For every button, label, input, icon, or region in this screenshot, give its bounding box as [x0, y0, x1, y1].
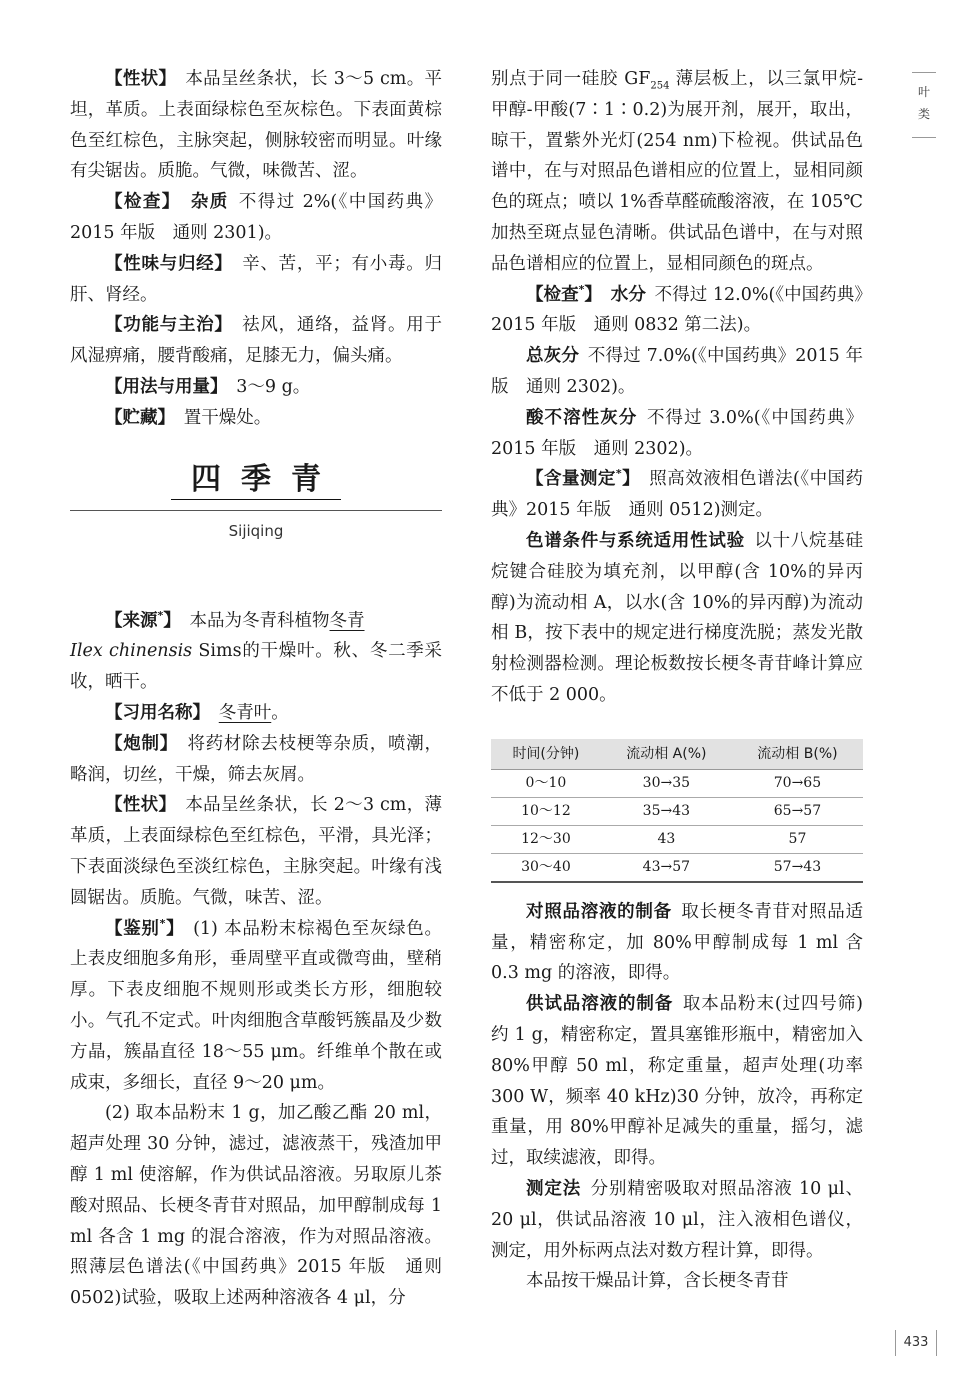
paragraph-text: 以十八烷基硅烷键合硅胶为填充剂，以甲醇(含 10%的异丙醇)为流动相 A，以水(含 10%的异丙醇)为流动相 B，按下表中的规定进行梯度洗脱；蒸发光散射检测器检测。理论板数按长梗冬青苷峰计算应不低于 2 000。 — [491, 530, 864, 705]
paragraph-text: 置干燥处。 — [183, 407, 272, 428]
author-name: Sims — [192, 641, 242, 662]
table-cell: 12～30 — [491, 825, 601, 853]
paragraph-identification-1 — [70, 914, 442, 1099]
section-label: 【检查*】 — [526, 282, 602, 305]
paragraph-content-limit — [491, 1266, 863, 1297]
table-header-row — [491, 739, 863, 770]
section-label: 【性状】 — [105, 795, 177, 816]
paragraph-text: 本品按干燥品计算，含长梗冬青苷 — [526, 1271, 789, 1292]
side-tab-char: 叶 — [917, 85, 930, 99]
section-label: 【贮藏】 — [105, 407, 175, 428]
gradient-table — [491, 739, 863, 883]
section-label: 【来源*】 — [105, 608, 181, 631]
paragraph-processing — [70, 729, 442, 791]
paragraph-text: 取长梗冬青苷对照品适量，精密称定，加 80%甲醇制成每 1 ml 含 0.3 mg 的溶液，即得。 — [491, 901, 864, 984]
paragraph-assay — [491, 464, 863, 526]
paragraph-tlc-continued: 别点于同一硅胶 $GF_{254}$ 薄层板上，以三氯甲烷-甲醇-甲酸(7∶1∶0.2)为展开剂，展开，取出，晾干，置紫外光灯(254 nm)下检视。供试品色谱中，在与对照品色谱相应的位置上，显相同颜色的斑点；喷以 1%香草醛硫酸溶液，在 105℃加热至斑点显色清晰。供试品色谱中，在与对照品色谱相应的位置上，显相同颜色的斑点。 — [491, 69, 863, 274]
subsection-label: 色谱条件与系统适用性试验 — [526, 530, 745, 551]
section-label: 【炮制】 — [105, 733, 178, 754]
subsection-label: 酸不溶性灰分 — [526, 407, 638, 428]
subsection-label: 总灰分 — [526, 346, 579, 367]
subsection-label: 供试品溶液的制备 — [526, 994, 674, 1015]
table-row — [491, 853, 863, 882]
paragraph-text: 将药材除去枝梗等杂质，喷潮，略润，切丝，干燥，筛去灰屑。 — [70, 733, 443, 785]
table-header-cell: 流动相 A(%) — [601, 739, 732, 770]
paragraph-text: (1) 本品粉末棕褐色至灰绿色。上表皮细胞多角形，垂周壁平直或微弯曲，壁稍厚。下表皮细胞不规则形或类长方形，细胞较小。气孔不定式。叶肉细胞含草酸钙簇晶及少数方晶，簇晶直径 18～55 μm。纤维单个散在或成束，多细长，直径 9～20 μm。 — [70, 918, 443, 1093]
paragraph-acid-insoluble-ash — [491, 403, 863, 465]
subsection-label: 测定法 — [526, 1178, 582, 1199]
paragraph-reference-solution — [491, 897, 863, 989]
table-cell: 35→43 — [601, 797, 732, 825]
paragraph-chromatographic-conditions — [491, 526, 863, 711]
table-cell: 57→43 — [732, 853, 863, 882]
paragraph-text: 不得过 7.0%(《中国药典》2015 年版 通则 2302)。 — [491, 346, 864, 397]
table-row — [491, 769, 863, 797]
paragraph-text: 不得过 12.0%(《中国药典》2015 年版 通则 0832 第二法)。 — [491, 284, 864, 336]
subsection-label: 对照品溶液的制备 — [526, 901, 672, 922]
section-label: 【功能与主治】 — [105, 315, 233, 336]
left-column — [70, 64, 442, 1314]
title-divider — [70, 510, 442, 511]
paragraph-text: 分别精密吸取对照品溶液 10 μl、20 μl，供试品溶液 10 μl，注入液相色谱仪，测定，用外标两点法对数方程计算，即得。 — [491, 1178, 863, 1261]
paragraph-text: 3～9 g。 — [236, 376, 311, 397]
section-label: 【含量测定*】 — [526, 467, 641, 490]
monograph-title-block — [70, 452, 442, 564]
plant-name: 冬青 — [329, 610, 365, 631]
paragraph-properties-1 — [70, 64, 442, 187]
section-label: 【习用名称】 — [105, 702, 210, 723]
paragraph-procedure — [491, 1174, 863, 1266]
paragraph-test-solution — [491, 989, 863, 1174]
table-cell: 43→57 — [601, 853, 732, 882]
common-name: 冬青叶 — [218, 702, 272, 723]
paragraph-total-ash — [491, 341, 863, 403]
side-tab — [912, 72, 936, 138]
table-row — [491, 825, 863, 853]
subsection-label: 杂质 — [189, 192, 229, 213]
paragraph-inspection-2 — [491, 280, 863, 342]
paragraph-dosage — [70, 372, 442, 403]
paragraph-inspection-1 — [70, 187, 442, 249]
page-number: 433 — [895, 1330, 937, 1356]
paragraph-text: 不得过 2%(《中国药典》2015 年版 通则 2301)。 — [70, 192, 442, 243]
paragraph-identification-2 — [70, 1098, 442, 1314]
table-row — [491, 797, 863, 825]
monograph-pinyin: Sijiqing — [228, 521, 284, 540]
paragraph-text: 本品为冬青科植物 — [189, 610, 330, 631]
latin-name: Ilex chinensis — [70, 641, 193, 662]
paragraph-text: 照高效液相色谱法(《中国药典》2015 年版 通则 0512)测定。 — [491, 469, 864, 521]
paragraph-source — [70, 606, 442, 698]
table-cell: 30～40 — [491, 853, 601, 882]
side-tab-char: 类 — [917, 107, 930, 121]
paragraph-text: 祛风，通络，益肾。用于风湿痹痛，腰背酸痛，足膝无力，偏头痛。 — [70, 315, 443, 367]
section-label: 【性味与归经】 — [105, 253, 233, 274]
section-label: 【用法与用量】 — [105, 376, 228, 397]
monograph-title: 四季青 — [70, 460, 442, 500]
paragraph-text: 的干燥叶。秋、冬二季采收，晒干。 — [70, 641, 443, 693]
paragraph-text: (2) 取本品粉末 1 g，加乙酸乙酯 20 ml，超声处理 30 分钟，滤过，滤液蒸干，残渣加甲醇 1 ml 使溶解，作为供试品溶液。另取原儿茶酸对照品、长梗冬青苷对照品，加甲醇制成每 1 ml 各含 1 mg 的混合溶液，作为对照品溶液。照薄层色谱法(《中国药典》2015 年版 通则 0502)试验，吸取上述两种溶液各 4 μl，分 — [70, 1103, 442, 1309]
paragraph-function — [70, 310, 442, 372]
paragraph-text: 取本品粉末(过四号筛)约 1 g，精密称定，置具塞锥形瓶中，精密加入 80%甲醇 50 ml，称定重量，超声处理(功率 300 W，频率 40 kHz)30 分钟，放冷，再称定重量，用 80%甲醇补足减失的重量，摇匀，滤过，取续滤液，即得。 — [491, 994, 864, 1169]
subsection-label: 水分 — [610, 284, 646, 305]
table-cell: 57 — [732, 825, 863, 853]
table-cell: 43 — [601, 825, 732, 853]
table-cell: 30→35 — [601, 769, 732, 797]
paragraph-text: 本品呈丝条状，长 3～5 cm。平坦，革质。上表面绿棕色至灰棕色。下表面黄棕色至红棕色，主脉突起，侧脉较密而明显。叶缘有尖锯齿。质脆。气微，味微苦、涩。 — [70, 69, 443, 182]
paragraph-text: 辛、苦，平；有小毒。归肝、肾经。 — [70, 253, 443, 305]
paragraph-properties-2 — [70, 790, 442, 913]
paragraph-nature-meridian — [70, 249, 442, 311]
table-cell: 70→65 — [732, 769, 863, 797]
section-label: 【鉴别*】 — [105, 916, 185, 939]
paragraph-text: 本品呈丝条状，长 2～3 cm，薄革质，上表面绿棕色至红棕色，平滑，具光泽；下表面淡绿色至淡红棕色，主脉突起。叶缘有浅圆锯齿。质脆。气微，味苦、涩。 — [70, 795, 443, 908]
table-header-cell: 流动相 B(%) — [732, 739, 863, 770]
paragraph-common-name: 【习用名称】 冬青叶。 — [105, 702, 289, 723]
section-label: 【检查】 — [105, 192, 181, 213]
table-cell: 65→57 — [732, 797, 863, 825]
table-cell: 10～12 — [491, 797, 601, 825]
paragraph-storage — [70, 403, 442, 434]
table-cell: 0～10 — [491, 769, 601, 797]
table-header-cell: 时间(分钟) — [491, 739, 601, 770]
paragraph-text: 不得过 3.0%(《中国药典》2015 年版 通则 2302)。 — [491, 407, 863, 459]
section-label: 【性状】 — [105, 69, 177, 89]
right-column — [491, 64, 863, 1297]
